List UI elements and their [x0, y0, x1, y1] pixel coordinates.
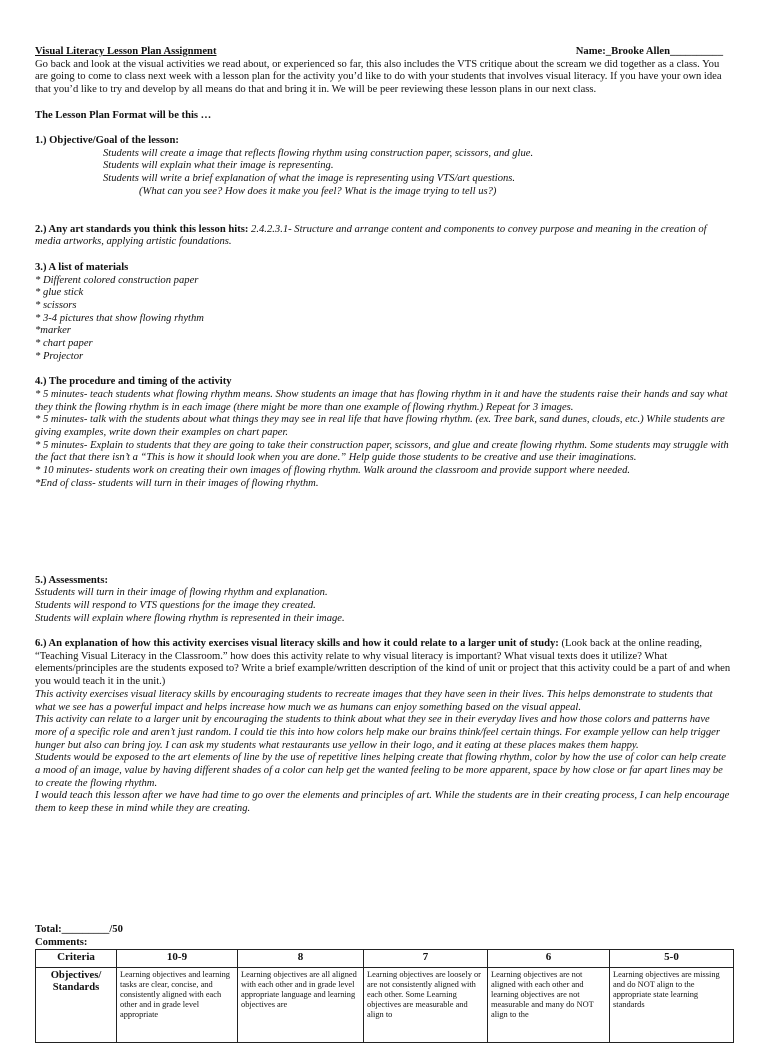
material-item: * chart paper [35, 338, 93, 350]
comments-label: Comments: [35, 937, 88, 948]
rubric-header-score: 10-9 [117, 950, 238, 968]
rubric-row [36, 968, 734, 1043]
procedure-step: * 5 minutes- talk with the students about what things they may see in real life that have flowing rhythm. (ex. Tree bark, sand dunes, clouds, etc.) While students are giving examples, write down their examples on chart paper. [35, 414, 725, 438]
explanation-answer: I would teach this lesson after we have had time to go over the elements and principles of art. While the students are in their creating process, I can help encourage them to keep these in mind while they are creating. [35, 790, 730, 815]
assessment-line: Students will explain where flowing rhythm is represented in their image. [35, 612, 345, 624]
material-item: *marker [35, 325, 71, 337]
lesson-plan-document [35, 46, 733, 816]
rubric-header-criteria: Criteria [36, 950, 117, 968]
assessments-heading: 5.) Assessments: [35, 574, 108, 586]
rubric-table [35, 949, 734, 1043]
rubric-cell: Learning objectives are all aligned with each other and in grade level appropriate language and learning objectives are [238, 968, 364, 1043]
material-item: * Projector [35, 350, 84, 362]
rubric-header-score: 6 [488, 950, 610, 968]
objective-subquestions: (What can you see? How does it make you feel? What is the image trying to tell us?) [139, 185, 497, 197]
objective-line: Students will explain what their image is representing. [103, 160, 334, 172]
explanation-answer: This activity can relate to a larger unit by encouraging the students to think about what they see in their everyday lives and how those colors and patterns have more of a specific role and aren’t just random. I could tie this into how colors help make our brains think/feel certain things. For example yellow can help trigger hunger but also can bring joy. I can ask my students what restaurants use yellow in their logo, and it eating at these places makes them happy. [35, 714, 720, 751]
rubric-criteria-cell: Objectives/ Standards [36, 968, 117, 1043]
document-title: Visual Literacy Lesson Plan Assignment [35, 46, 217, 57]
rubric-cell: Learning objectives are loosely or are not consistently aligned with each other. Some Learning objectives are measurable and align to [364, 968, 488, 1043]
standards-text: 2.4.2.3.1- Structure and arrange content and components to convey purpose and meaning in the creation of media artworks, applying artistic foundations. [35, 223, 707, 248]
rubric-header-score: 5-0 [610, 950, 734, 968]
material-item: * Different colored construction paper [35, 274, 199, 286]
assessment-line: Students will respond to VTS questions for the image they created. [35, 599, 316, 611]
materials-heading: 3.) A list of materials [35, 261, 129, 273]
rubric-cell: Learning objectives are missing and do NOT align to the appropriate state learning standards [610, 968, 734, 1043]
header-row [35, 46, 733, 59]
format-heading: The Lesson Plan Format will be this … [35, 109, 212, 121]
explanation-answer: Students would be exposed to the art elements of line by the use of repetitive lines helping create that flowing rhythm, color by how the use of color can help create a mood of an image, value by having different shades of a color can help get the wanted feeling to be more apparent, space by how close or far apart lines may be to create the flowing rhythm. [35, 752, 726, 789]
objective-line: Students will create a image that reflects flowing rhythm using construction paper, scissors, and glue. [103, 147, 534, 159]
explanation-answer: This activity exercises visual literacy skills by encouraging students to recreate images that they have seen in their lives. This helps demonstrate to students that what we see has a powerful impact and helps increase how much we as humans can enjoy something based on the visual appeal. [35, 688, 713, 713]
procedure-step: *End of class- students will turn in their images of flowing rhythm. [35, 477, 319, 489]
standards-paragraph [35, 224, 733, 249]
procedure-step: * 5 minutes- Explain to students that they are going to take their construction paper, scissors, and glue and create flowing rhythm. Some students may struggle with the fact that there isn’t a “This is how it should look when you are done.” Help guide those students to be creative and use their imaginations. [35, 439, 729, 464]
rubric-cell: Learning objectives are not aligned with each other and learning objectives are not measurable and many do NOT align to the [488, 968, 610, 1043]
explanation-heading: 6.) An explanation of how this activity exercises visual literacy skills and how it could relate to a larger unit of study: [35, 638, 559, 650]
explanation-prompt: (Look back at the online reading, “Teaching Visual Literacy in the Classroom.” how does this activity relate to why visual literacy is important? What visual texts does it utilize? What elements/principles are the students exposed to? Write a brief example/written description of the kind of unit or project that this activity could be a part of and when you would teach it in the unit.) [35, 638, 731, 688]
material-item: * scissors [35, 299, 77, 311]
objective-line: Students will write a brief explanation of what the image is representing using VTS/art questions. [103, 173, 516, 184]
student-name: Name:_Brooke Allen__________ [575, 46, 723, 57]
material-item: * 3-4 pictures that show flowing rhythm [35, 312, 204, 324]
objective-heading: 1.) Objective/Goal of the lesson: [35, 134, 179, 146]
procedure-heading: 4.) The procedure and timing of the activity [35, 376, 232, 388]
rubric-header-score: 7 [364, 950, 488, 968]
procedure-step: * 10 minutes- students work on creating their own images of flowing rhythm. Walk around the classroom and provide support where needed. [35, 465, 631, 477]
rubric-header-score: 8 [238, 950, 364, 968]
material-item: * glue stick [35, 287, 84, 299]
standards-heading: 2.) Any art standards you think this lesson hits: [35, 223, 249, 235]
rubric-cell: Learning objectives and learning tasks are clear, concise, and consistently aligned with each other and in grade level appropriate [117, 968, 238, 1043]
rubric-header-row [36, 950, 734, 968]
assessment-line: Sstudents will turn in their image of flowing rhythm and explanation. [35, 587, 328, 599]
explanation-paragraph [35, 638, 733, 689]
total-score: Total:_________/50 [35, 924, 123, 935]
intro-paragraph: Go back and look at the visual activities we read about, or experienced so far, this also includes the VTS critique about the scream we did together as a class. You are going to come to class next week with a lesson plan for the activity you’d like to do with your students that involves visual literacy. If you have your own idea that you’d like to try and develop by all means do that and bring it in. We will be peer reviewing these lesson plans in our next class. [35, 58, 722, 96]
procedure-step: * 5 minutes- teach students what flowing rhythm means. Show students an image that has flowing rhythm in it and have the students raise their hands and say what they think the flowing rhythm is in each image (there might be more than one example of flowing rhythm.) Repeat for 3 images. [35, 388, 728, 413]
